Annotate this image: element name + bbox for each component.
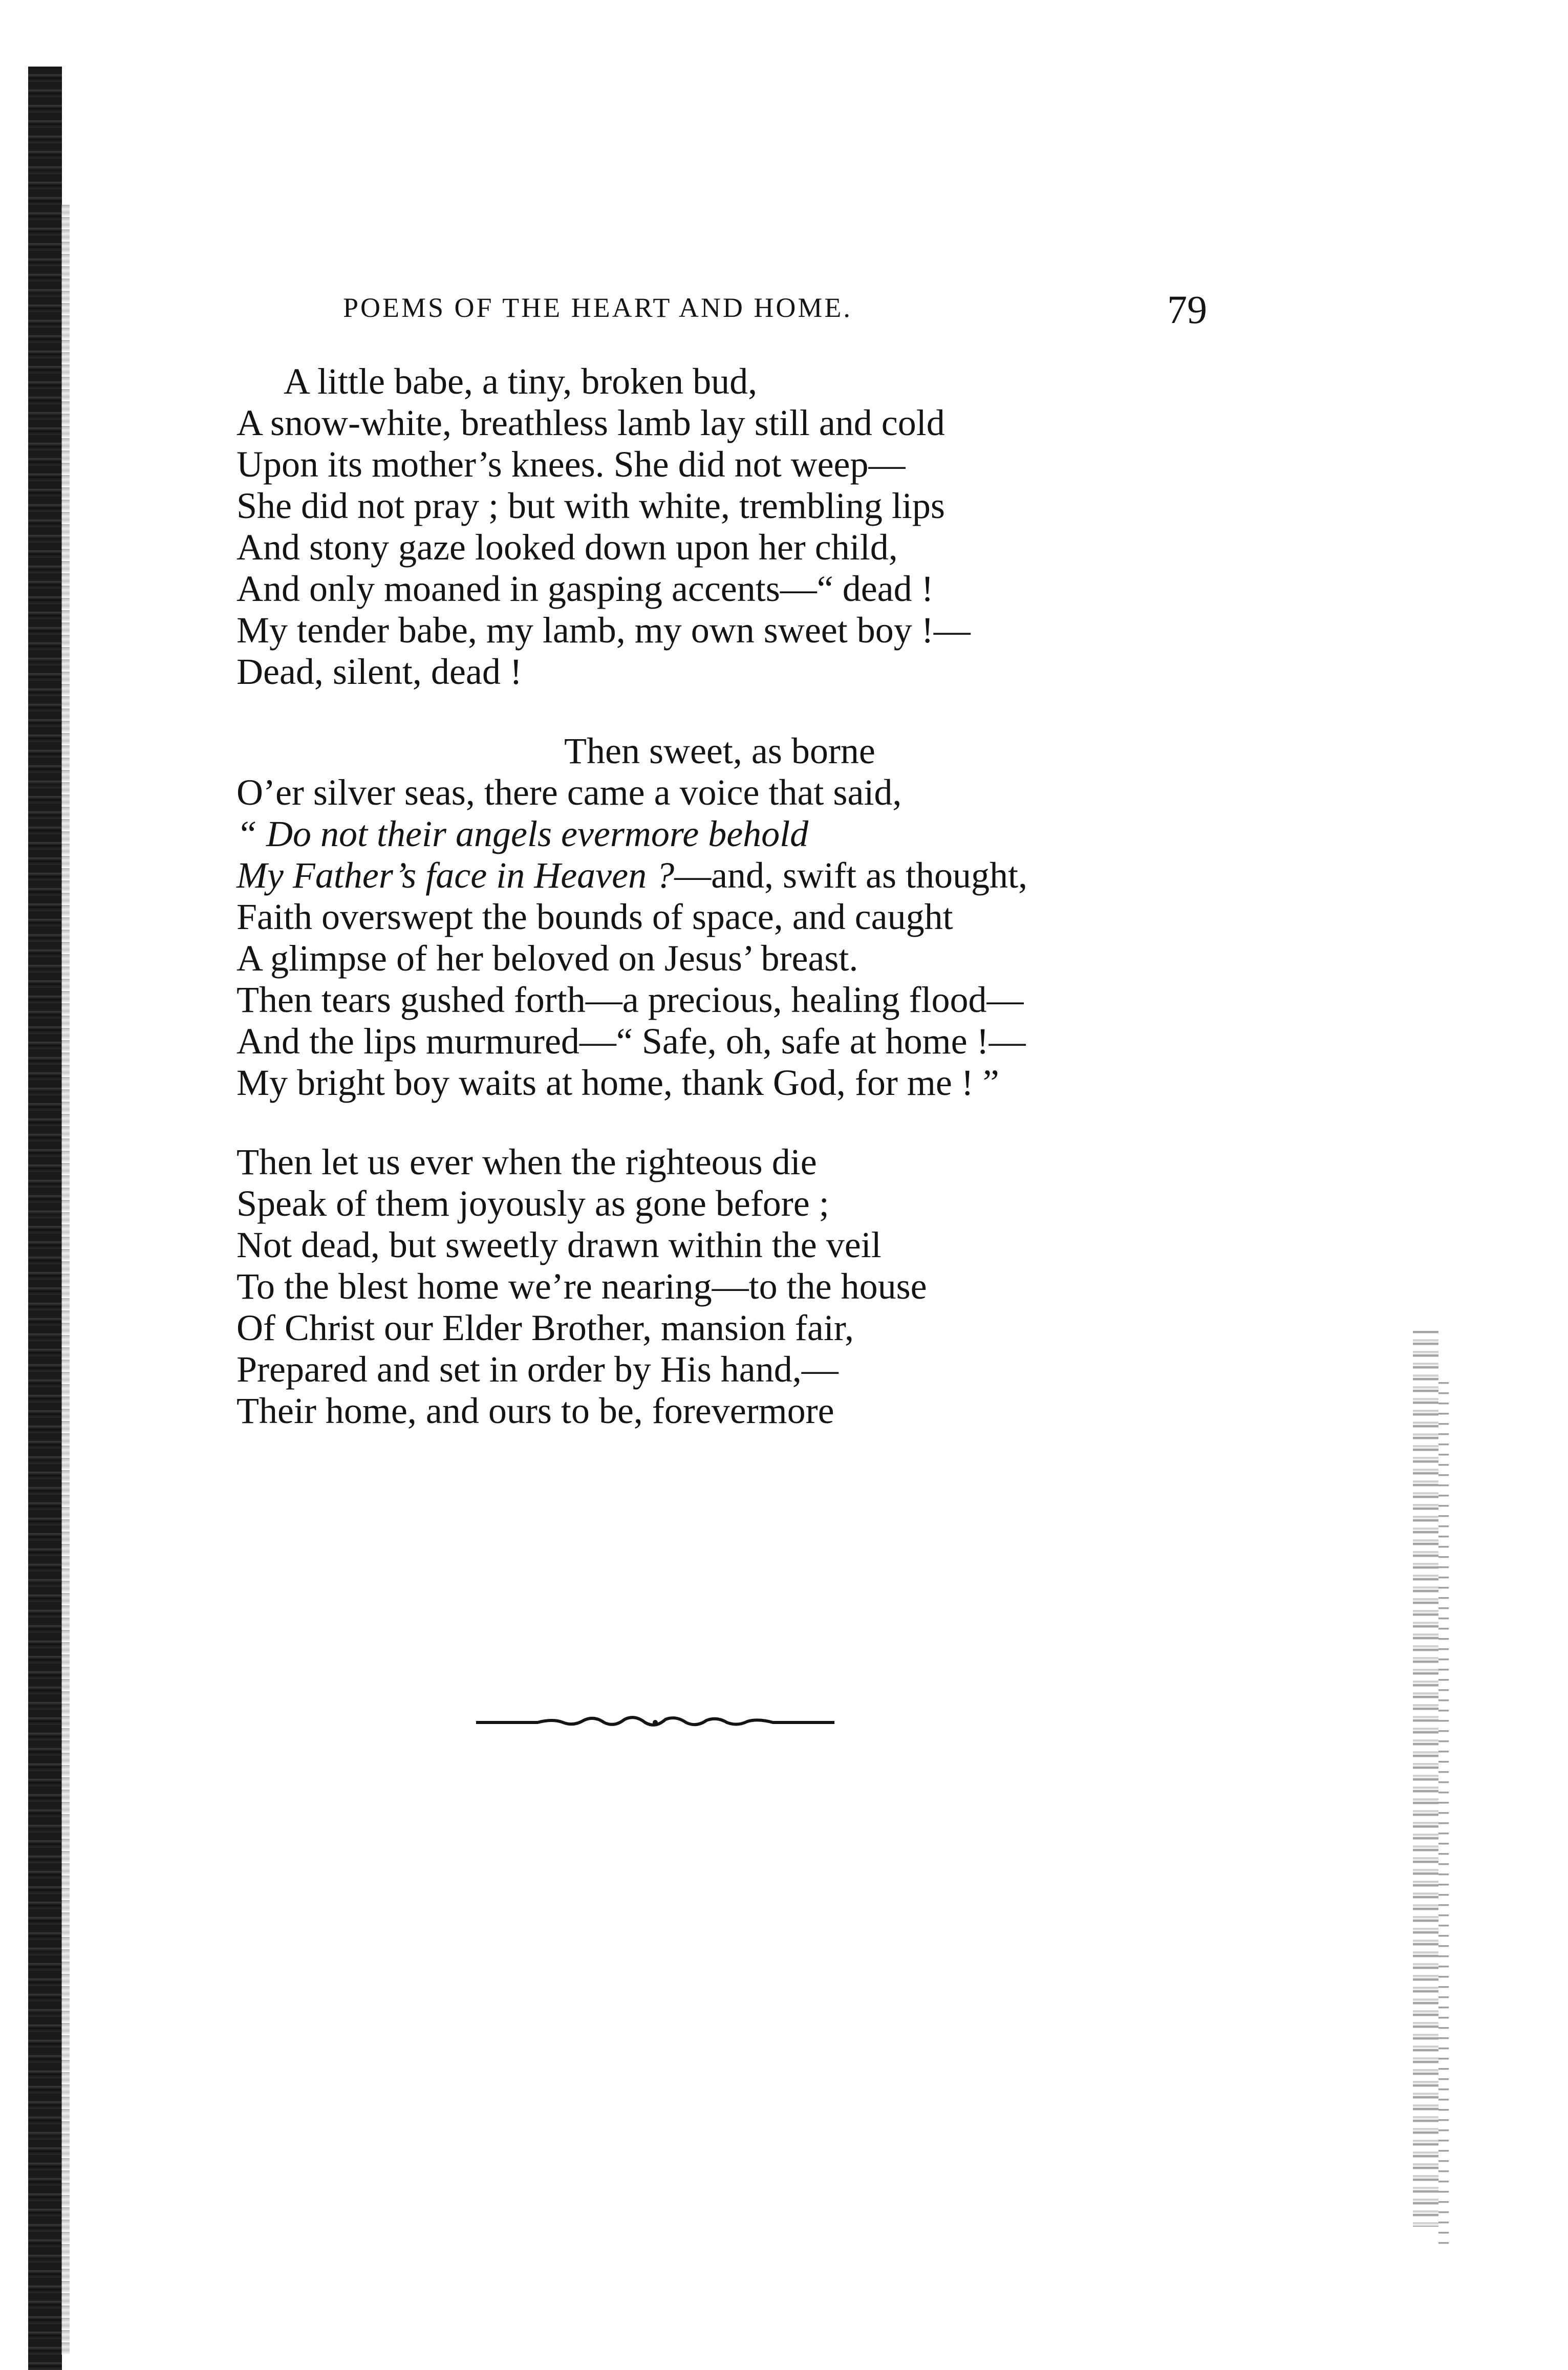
decorative-rule-icon	[476, 1712, 834, 1733]
line-continuation: —and, swift as thought,	[674, 855, 1028, 896]
poem-line: O’er silver seas, there came a voice that said,	[237, 772, 902, 813]
poem-line: Prepared and set in order by His hand,—	[237, 1349, 839, 1390]
stanza-3	[237, 1141, 1363, 1432]
poem-line: Upon its mother’s knees. She did not weep—	[237, 444, 906, 485]
poem-line: Dead, silent, dead !	[237, 651, 522, 692]
margin-speckle-secondary	[1438, 1382, 1449, 2252]
poem-line-italic: “ Do not their angels evermore behold	[237, 813, 809, 854]
poem-line-mixed	[237, 855, 1363, 896]
poem-line: She did not pray ; but with white, trembling lips	[237, 485, 945, 526]
binding-shadow	[28, 67, 62, 2370]
poem-line: Faith overswept the bounds of space, and caught	[237, 896, 953, 937]
poem-line: Then sweet, as borne	[564, 730, 875, 771]
poem-line: And the lips murmured—“ Safe, oh, safe at home !—	[237, 1021, 1026, 1062]
poem-line: My bright boy waits at home, thank God, for me ! ”	[237, 1062, 999, 1103]
page-header	[343, 287, 1223, 343]
poem-line: Their home, and ours to be, forevermore	[237, 1390, 834, 1431]
poem-line: My tender babe, my lamb, my own sweet boy !—	[237, 610, 971, 651]
poem-line: Not dead, but sweetly drawn within the veil	[237, 1224, 882, 1265]
poem-line: A little babe, a tiny, broken bud,	[284, 361, 758, 402]
page-number: 79	[1167, 287, 1207, 332]
poem-line: Then tears gushed forth—a precious, healing flood—	[237, 979, 1024, 1020]
running-head: POEMS OF THE HEART AND HOME.	[343, 292, 852, 323]
poem-line: A glimpse of her beloved on Jesus’ breast.	[237, 938, 858, 979]
poem-line: Then let us ever when the righteous die	[237, 1141, 817, 1182]
stanza-2	[237, 730, 1363, 1104]
stanza-1	[237, 361, 1363, 693]
margin-speckle	[1413, 1331, 1438, 2227]
poem-line: And only moaned in gasping accents—“ dead !	[237, 568, 934, 609]
poem-line: And stony gaze looked down upon her child,	[237, 527, 898, 568]
poem-line: A snow-white, breathless lamb lay still and cold	[237, 402, 945, 443]
binding-edge	[61, 205, 70, 2355]
poem-line: Speak of them joyously as gone before ;	[237, 1183, 829, 1224]
italic-quotation: My Father’s face in Heaven ?	[237, 855, 675, 896]
poem-line: Of Christ our Elder Brother, mansion fair,	[237, 1307, 854, 1348]
poem-line: To the blest home we’re nearing—to the house	[237, 1266, 927, 1307]
poem-body	[237, 361, 1363, 1470]
